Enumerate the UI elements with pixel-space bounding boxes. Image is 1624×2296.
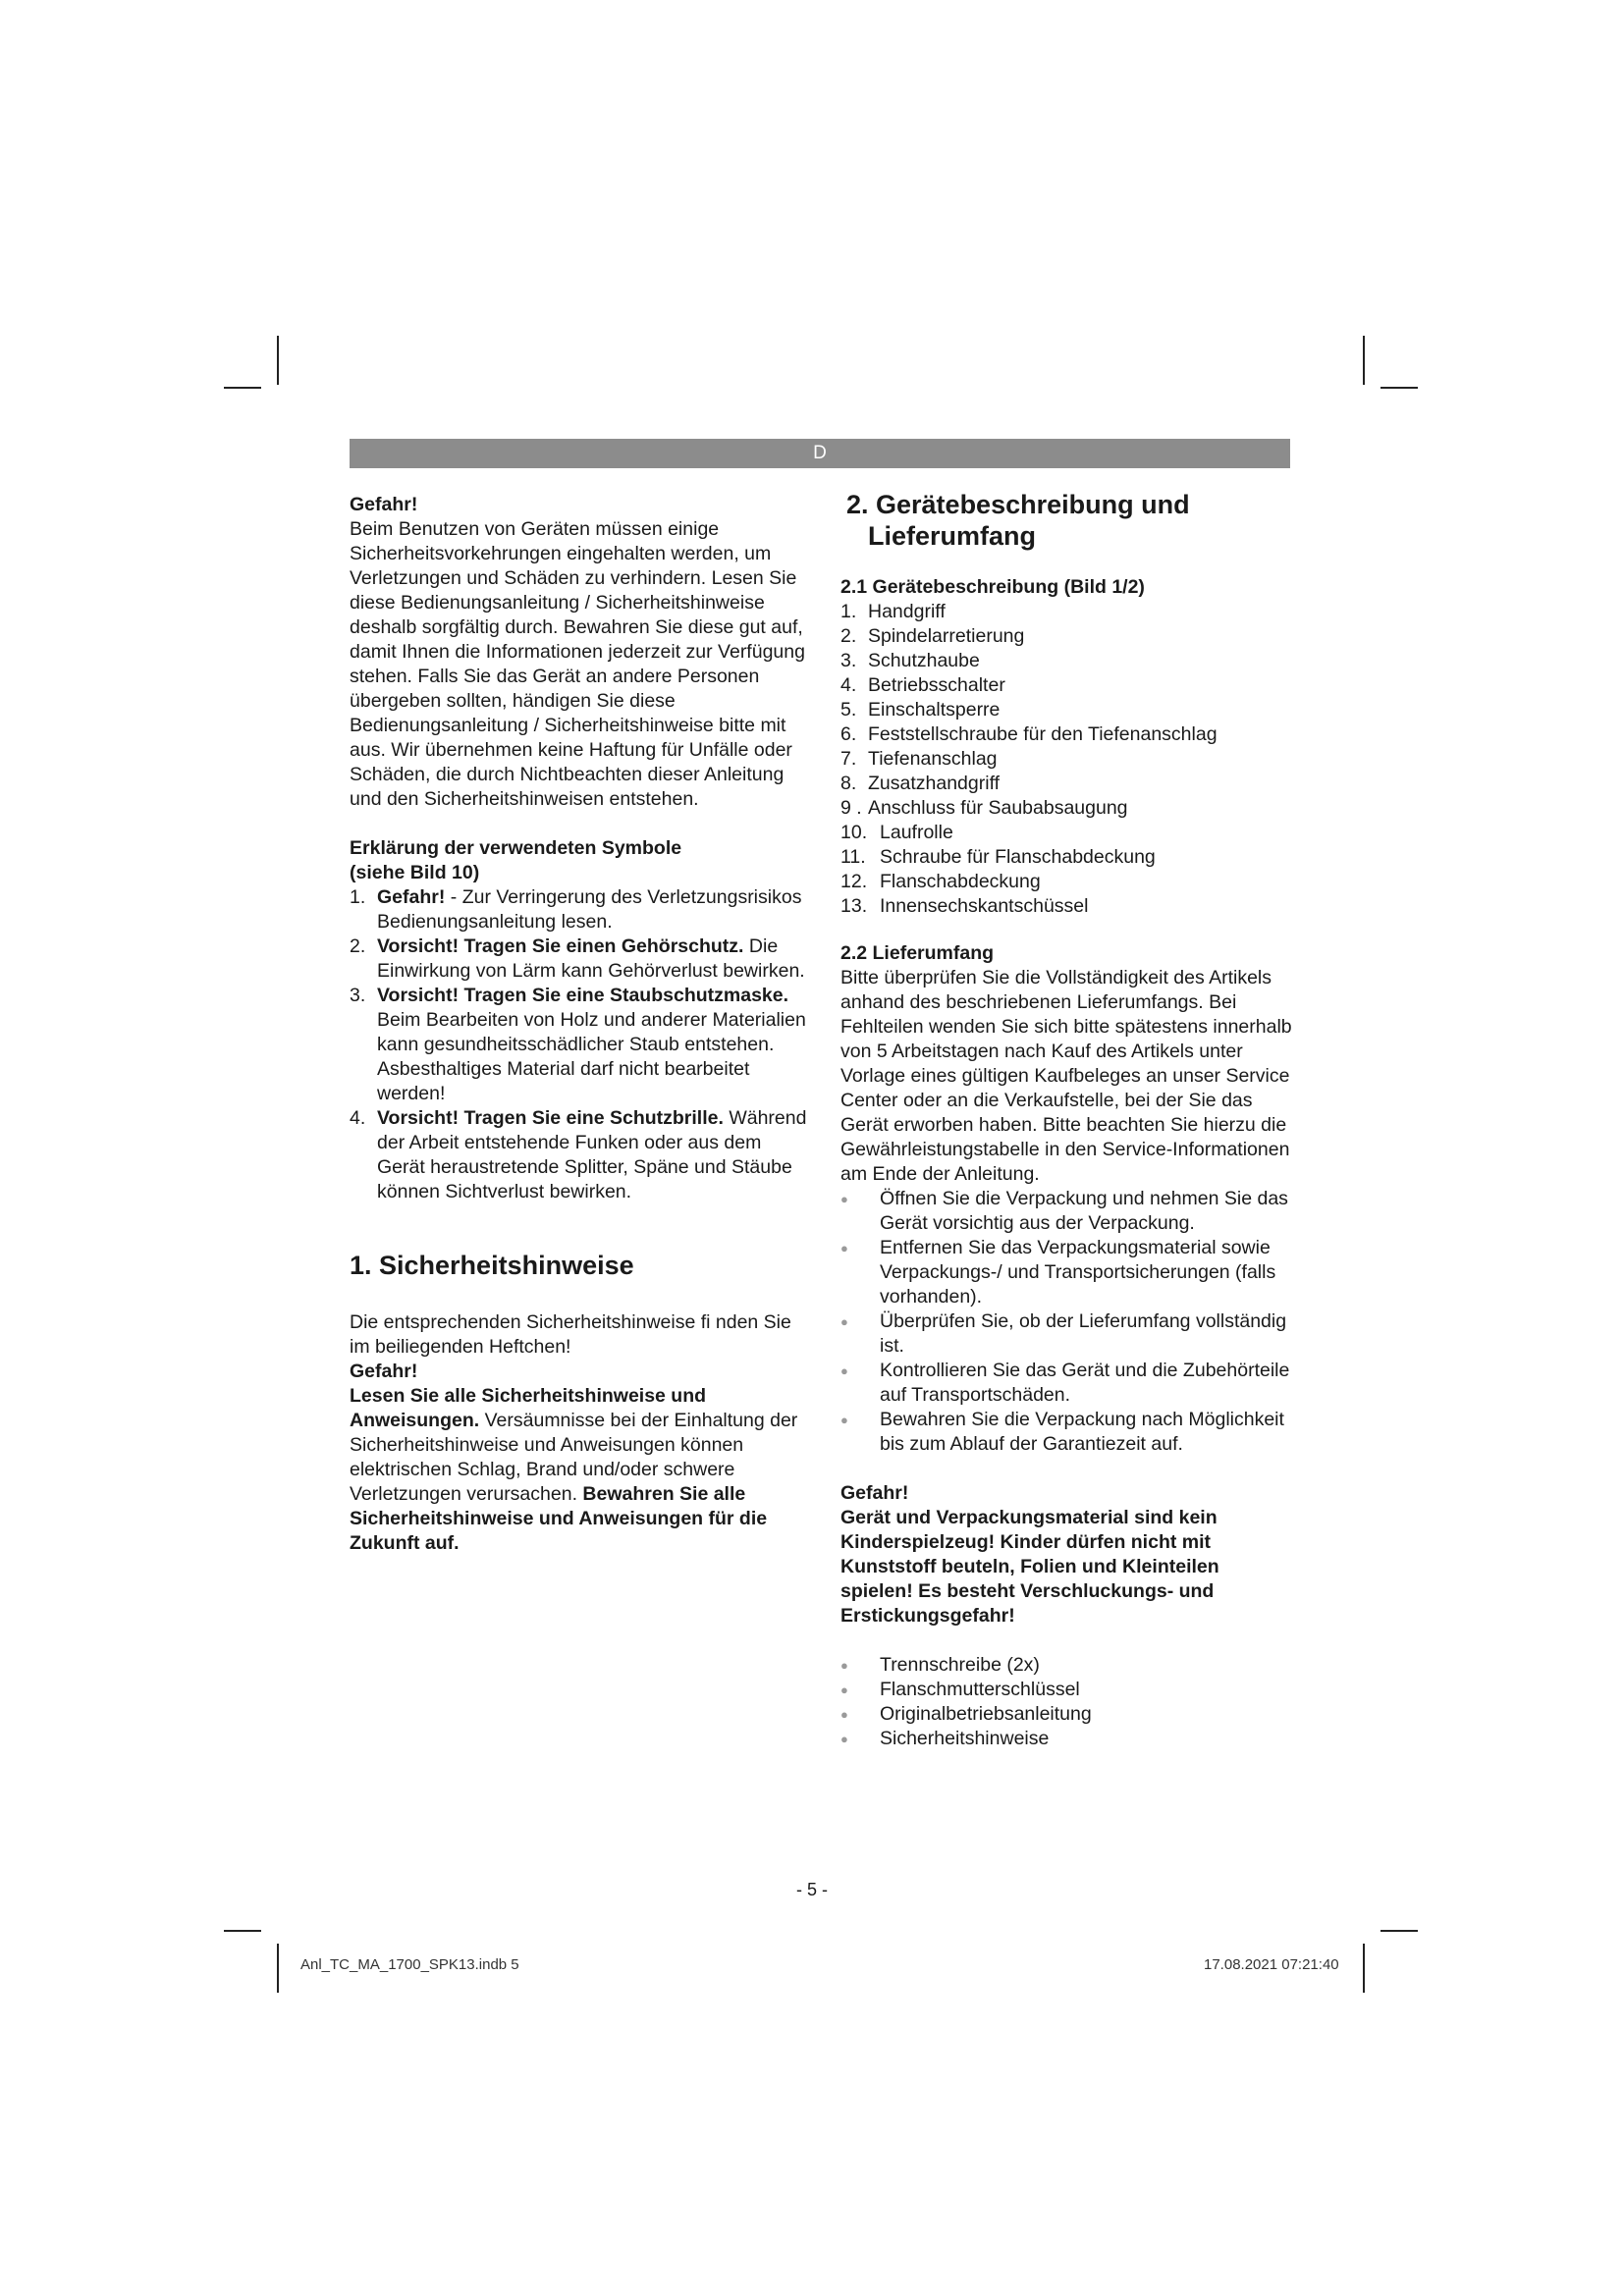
part-label: Spindelarretierung: [868, 625, 1025, 647]
crop-mark: [224, 387, 261, 389]
part-number: 4.: [840, 674, 857, 696]
sub21-heading: 2.1 Gerätebeschreibung (Bild 1/2): [840, 576, 1145, 598]
symbol-text: Beim Bearbeiten von Holz und anderer Materialien kann gesundheitsschädlicher Staub entstehen. Asbesthaltiges Material darf nicht bearbeitet werden!: [377, 1009, 806, 1104]
content-item: [840, 1678, 1294, 1702]
part-label: Flanschabdeckung: [880, 871, 1041, 892]
symbol-item: [350, 934, 811, 984]
part-label: Feststellschraube für den Tiefenanschlag: [868, 723, 1218, 745]
content-text: Sicherheitshinweise: [880, 1728, 1050, 1749]
section2-title: 2. Gerätebeschreibung und: [846, 490, 1190, 519]
part-item: [840, 673, 1294, 698]
content-text: Trennschreibe (2x): [880, 1654, 1040, 1676]
bullet-icon: ●: [840, 1241, 848, 1255]
bullet-icon: ●: [840, 1707, 848, 1722]
left-column: [350, 493, 811, 1556]
part-number: 8.: [840, 773, 857, 794]
part-item: [840, 649, 1294, 673]
parts-list: [840, 600, 1294, 919]
steps-list: [840, 1187, 1294, 1457]
crop-mark: [1363, 336, 1365, 385]
symbol-bold: Vorsicht! Tragen Sie einen Gehörschutz.: [377, 935, 744, 957]
part-item: [840, 722, 1294, 747]
section1-text: Versäumnisse bei der Einhaltung der Sicherheitshinweise und Anweisungen können elektrischen Schlag, Brand und/oder schwere Verletzungen verursachen.: [350, 1410, 798, 1505]
language-code: D: [813, 443, 827, 463]
bullet-icon: ●: [840, 1314, 848, 1329]
part-item: [840, 698, 1294, 722]
content-text: Flanschmutterschlüssel: [880, 1679, 1080, 1700]
part-item: [840, 772, 1294, 796]
part-item: [840, 821, 1294, 845]
bullet-icon: ●: [840, 1732, 848, 1746]
part-label: Schutzhaube: [868, 650, 980, 671]
crop-mark: [224, 1930, 261, 1932]
part-item: [840, 845, 1294, 870]
step-text: Kontrollieren Sie das Gerät und die Zubehörteile auf Transportschäden.: [880, 1360, 1290, 1406]
symbols-heading: Erklärung der verwendeten Symbole: [350, 837, 682, 859]
step-item: [840, 1187, 1294, 1236]
bullet-icon: ●: [840, 1192, 848, 1206]
step-item: [840, 1309, 1294, 1359]
part-item: [840, 870, 1294, 894]
part-label: Betriebsschalter: [868, 674, 1005, 696]
part-item: [840, 747, 1294, 772]
part-number: 3.: [840, 650, 857, 671]
part-label: Tiefenanschlag: [868, 748, 998, 770]
part-number: 11.: [840, 846, 866, 868]
sub22-paragraph: Bitte überprüfen Sie die Vollständigkeit des Artikels anhand des beschriebenen Lieferumfangs. Bei Fehlteilen wenden Sie sich bitte spätestens innerhalb von 5 Arbeitstagen nach Kauf des Artikels unter Vorlage eines gültigen Kaufbeleges an unser Service Center oder an die Verkaufstelle, bei der Sie das Gerät erworben haben. Bitte beachten Sie hierzu die Gewährleistungstabelle in den Service-Informationen am Ende der Anleitung.: [840, 967, 1292, 1185]
part-number: 7.: [840, 748, 857, 770]
symbol-number: 4.: [350, 1107, 366, 1129]
section1-paragraph: [350, 1384, 811, 1556]
crop-mark: [1363, 1944, 1365, 1993]
symbol-bold: Gefahr!: [377, 886, 446, 908]
part-number: 2.: [840, 625, 857, 647]
part-item: [840, 624, 1294, 649]
symbol-number: 2.: [350, 935, 366, 957]
part-number: 10.: [840, 822, 868, 843]
content-item: [840, 1653, 1294, 1678]
symbol-item: [350, 1106, 811, 1204]
bullet-icon: ●: [840, 1682, 848, 1697]
sub22-heading: 2.2 Lieferumfang: [840, 942, 995, 964]
part-number: 5.: [840, 699, 857, 721]
bullet-icon: ●: [840, 1363, 848, 1378]
symbol-number: 1.: [350, 886, 366, 908]
right-column: [840, 490, 1294, 1751]
part-label: Anschluss für Saubabsaugung: [868, 797, 1128, 819]
danger-heading-right: Gefahr!: [840, 1482, 909, 1504]
content-item: [840, 1702, 1294, 1727]
bullet-icon: ●: [840, 1658, 848, 1673]
language-bar: [350, 439, 1290, 468]
section1-intro: Die entsprechenden Sicherheitshinweise fi nden Sie im beiliegenden Heftchen!: [350, 1311, 791, 1358]
section1-bold-lead: Lesen Sie alle Sicherheitshinweise und Anweisungen.: [350, 1385, 707, 1431]
step-text: Überprüfen Sie, ob der Lieferumfang vollständig ist.: [880, 1310, 1287, 1357]
part-label: Zusatzhandgriff: [868, 773, 1001, 794]
part-item: [840, 600, 1294, 624]
section2-title-2: Lieferumfang: [868, 521, 1037, 551]
part-label: Laufrolle: [880, 822, 953, 843]
part-label: Innensechskantschüssel: [880, 895, 1089, 917]
section1-bold-tail: Bewahren Sie alle Sicherheitshinweise und Anweisungen für die Zukunft auf.: [350, 1483, 768, 1554]
symbols-heading-ref: (siehe Bild 10): [350, 862, 480, 883]
part-item: [840, 894, 1294, 919]
step-text: Öffnen Sie die Verpackung und nehmen Sie das Gerät vorsichtig aus der Verpackung.: [880, 1188, 1288, 1234]
crop-mark: [1380, 387, 1418, 389]
step-text: Bewahren Sie die Verpackung nach Möglichkeit bis zum Ablauf der Garantiezeit auf.: [880, 1409, 1284, 1455]
content-item: [840, 1727, 1294, 1751]
step-text: Entfernen Sie das Verpackungsmaterial sowie Verpackungs-/ und Transportsicherungen (falls vorhanden).: [880, 1237, 1276, 1308]
part-label: Schraube für Flanschabdeckung: [880, 846, 1156, 868]
danger-warning-text: Gerät und Verpackungsmaterial sind kein Kinderspielzeug! Kinder dürfen nicht mit Kunststoff beuteln, Folien und Kleinteilen spielen! Es besteht Verschluckungs- und Erstickungsgefahr!: [840, 1507, 1219, 1627]
part-number: 13.: [840, 895, 868, 917]
part-number: 12.: [840, 871, 868, 892]
section1-danger: Gefahr!: [350, 1361, 418, 1382]
step-item: [840, 1359, 1294, 1408]
danger-heading: Gefahr!: [350, 494, 418, 515]
part-label: Einschaltsperre: [868, 699, 1001, 721]
bullet-icon: ●: [840, 1413, 848, 1427]
symbol-number: 3.: [350, 985, 366, 1006]
crop-mark: [277, 1944, 279, 1993]
step-item: [840, 1236, 1294, 1309]
symbol-bold: Vorsicht! Tragen Sie eine Schutzbrille.: [377, 1107, 724, 1129]
part-label: Handgriff: [868, 601, 946, 622]
symbol-item: [350, 984, 811, 1106]
section1-title: 1. Sicherheitshinweise: [350, 1251, 634, 1280]
symbol-text: - Zur Verringerung des Verletzungsrisikos Bedienungsanleitung lesen.: [377, 886, 802, 933]
part-item: [840, 796, 1294, 821]
part-number: 1.: [840, 601, 857, 622]
date-slug: 17.08.2021 07:21:40: [1204, 1956, 1339, 1973]
danger-paragraph: Beim Benutzen von Geräten müssen einige Sicherheitsvorkehrungen eingehalten werden, um Verletzungen und Schäden zu verhindern. Lesen Sie diese Bedienungsanleitung / Sicherheitshinweise deshalb sorgfältig durch. Bewahren Sie diese gut auf, damit Ihnen die Informationen jederzeit zur Verfügung stehen. Falls Sie das Gerät an andere Personen übergeben sollten, händigen Sie diese Bedienungsanleitung / Sicherheitshinweise bitte mit aus. Wir übernehmen keine Haftung für Unfälle oder Schäden, die durch Nichtbeachten dieser Anleitung und den Sicherheitshinweisen entstehen.: [350, 518, 805, 810]
page-number: - 5 -: [795, 1880, 828, 1899]
symbol-bold: Vorsicht! Tragen Sie eine Staubschutzmaske.: [377, 985, 789, 1006]
crop-mark: [277, 336, 279, 385]
contents-list: [840, 1653, 1294, 1751]
symbol-text: Während der Arbeit entstehende Funken oder aus dem Gerät heraustretende Splitter, Späne und Stäube können Sichtverlust bewirken.: [377, 1107, 807, 1202]
symbols-list: [350, 885, 811, 1204]
part-number: 9 .: [840, 797, 862, 819]
file-slug: Anl_TC_MA_1700_SPK13.indb 5: [300, 1956, 519, 1973]
part-number: 6.: [840, 723, 857, 745]
symbol-text: Die Einwirkung von Lärm kann Gehörverlust bewirken.: [377, 935, 805, 982]
crop-mark: [1380, 1930, 1418, 1932]
symbol-item: [350, 885, 811, 934]
content-text: Originalbetriebsanleitung: [880, 1703, 1092, 1725]
step-item: [840, 1408, 1294, 1457]
